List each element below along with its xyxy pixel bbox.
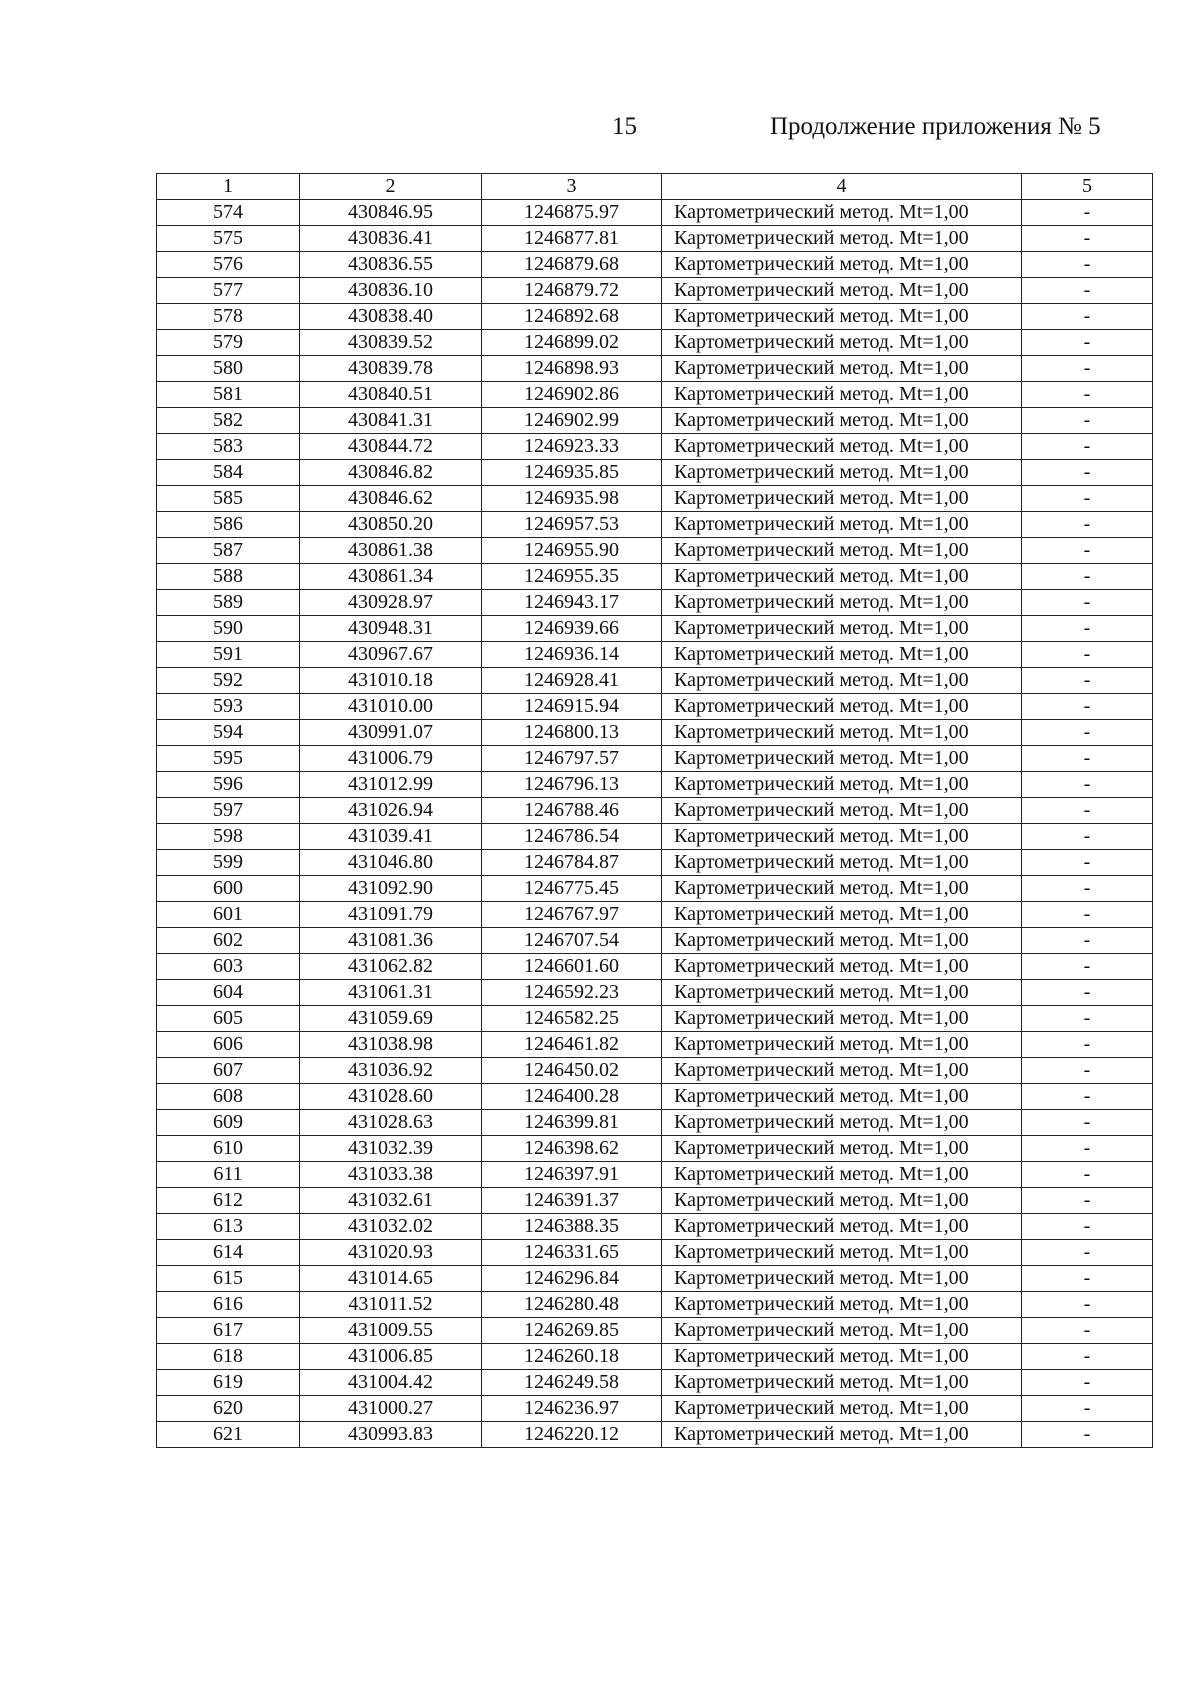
table-header xyxy=(157,174,1153,200)
x-coordinate-cell: 431046.80 xyxy=(300,850,482,876)
point-number-cell: 609 xyxy=(157,1110,300,1136)
point-number-cell: 607 xyxy=(157,1058,300,1084)
note-cell: - xyxy=(1022,694,1153,720)
method-cell: Картометрический метод. Mt=1,00 xyxy=(662,1422,1022,1448)
point-number-cell: 585 xyxy=(157,486,300,512)
y-coordinate-cell: 1246955.35 xyxy=(482,564,662,590)
table-row xyxy=(157,330,1153,356)
page-title: Продолжение приложения № 5 xyxy=(770,113,1101,140)
note-cell: - xyxy=(1022,1110,1153,1136)
x-coordinate-cell: 430846.62 xyxy=(300,486,482,512)
point-number-cell: 601 xyxy=(157,902,300,928)
table-row xyxy=(157,850,1153,876)
method-cell: Картометрический метод. Mt=1,00 xyxy=(662,1136,1022,1162)
x-coordinate-cell: 431014.65 xyxy=(300,1266,482,1292)
y-coordinate-cell: 1246875.97 xyxy=(482,200,662,226)
x-coordinate-cell: 431091.79 xyxy=(300,902,482,928)
table-row xyxy=(157,1266,1153,1292)
table-row xyxy=(157,720,1153,746)
table-row xyxy=(157,642,1153,668)
point-number-cell: 606 xyxy=(157,1032,300,1058)
point-number-cell: 613 xyxy=(157,1214,300,1240)
y-coordinate-cell: 1246331.65 xyxy=(482,1240,662,1266)
y-coordinate-cell: 1246775.45 xyxy=(482,876,662,902)
table-row xyxy=(157,1162,1153,1188)
note-cell: - xyxy=(1022,1032,1153,1058)
note-cell: - xyxy=(1022,980,1153,1006)
note-cell: - xyxy=(1022,1136,1153,1162)
point-number-cell: 575 xyxy=(157,226,300,252)
x-coordinate-cell: 430861.38 xyxy=(300,538,482,564)
point-number-cell: 588 xyxy=(157,564,300,590)
point-number-cell: 589 xyxy=(157,590,300,616)
y-coordinate-cell: 1246220.12 xyxy=(482,1422,662,1448)
y-coordinate-cell: 1246400.28 xyxy=(482,1084,662,1110)
table-row xyxy=(157,902,1153,928)
y-coordinate-cell: 1246788.46 xyxy=(482,798,662,824)
method-cell: Картометрический метод. Mt=1,00 xyxy=(662,1006,1022,1032)
note-cell: - xyxy=(1022,590,1153,616)
x-coordinate-cell: 430840.51 xyxy=(300,382,482,408)
y-coordinate-cell: 1246923.33 xyxy=(482,434,662,460)
method-cell: Картометрический метод. Mt=1,00 xyxy=(662,850,1022,876)
note-cell: - xyxy=(1022,1084,1153,1110)
method-cell: Картометрический метод. Mt=1,00 xyxy=(662,980,1022,1006)
x-coordinate-cell: 431032.39 xyxy=(300,1136,482,1162)
x-coordinate-cell: 431033.38 xyxy=(300,1162,482,1188)
method-cell: Картометрический метод. Mt=1,00 xyxy=(662,408,1022,434)
point-number-cell: 581 xyxy=(157,382,300,408)
x-coordinate-cell: 431039.41 xyxy=(300,824,482,850)
x-coordinate-cell: 431010.18 xyxy=(300,668,482,694)
table-row xyxy=(157,226,1153,252)
method-cell: Картометрический метод. Mt=1,00 xyxy=(662,928,1022,954)
page-number: 15 xyxy=(612,113,637,140)
method-cell: Картометрический метод. Mt=1,00 xyxy=(662,1162,1022,1188)
method-cell: Картометрический метод. Mt=1,00 xyxy=(662,1084,1022,1110)
table-row xyxy=(157,512,1153,538)
x-coordinate-cell: 431006.79 xyxy=(300,746,482,772)
table-row xyxy=(157,668,1153,694)
x-coordinate-cell: 431010.00 xyxy=(300,694,482,720)
note-cell: - xyxy=(1022,746,1153,772)
note-cell: - xyxy=(1022,512,1153,538)
note-cell: - xyxy=(1022,954,1153,980)
table-row xyxy=(157,1370,1153,1396)
y-coordinate-cell: 1246592.23 xyxy=(482,980,662,1006)
y-coordinate-cell: 1246892.68 xyxy=(482,304,662,330)
table-row xyxy=(157,486,1153,512)
note-cell: - xyxy=(1022,616,1153,642)
method-cell: Картометрический метод. Mt=1,00 xyxy=(662,902,1022,928)
x-coordinate-cell: 431011.52 xyxy=(300,1292,482,1318)
point-number-cell: 608 xyxy=(157,1084,300,1110)
y-coordinate-cell: 1246877.81 xyxy=(482,226,662,252)
method-cell: Картометрический метод. Mt=1,00 xyxy=(662,1396,1022,1422)
y-coordinate-cell: 1246397.91 xyxy=(482,1162,662,1188)
y-coordinate-cell: 1246391.37 xyxy=(482,1188,662,1214)
method-cell: Картометрический метод. Mt=1,00 xyxy=(662,252,1022,278)
coordinates-table xyxy=(156,173,1153,1448)
y-coordinate-cell: 1246943.17 xyxy=(482,590,662,616)
note-cell: - xyxy=(1022,1006,1153,1032)
x-coordinate-cell: 431081.36 xyxy=(300,928,482,954)
note-cell: - xyxy=(1022,304,1153,330)
x-coordinate-cell: 430839.78 xyxy=(300,356,482,382)
x-coordinate-cell: 430861.34 xyxy=(300,564,482,590)
note-cell: - xyxy=(1022,1188,1153,1214)
y-coordinate-cell: 1246399.81 xyxy=(482,1110,662,1136)
note-cell: - xyxy=(1022,1162,1153,1188)
x-coordinate-cell: 431028.60 xyxy=(300,1084,482,1110)
x-coordinate-cell: 430846.95 xyxy=(300,200,482,226)
column-header: 3 xyxy=(482,174,662,200)
y-coordinate-cell: 1246796.13 xyxy=(482,772,662,798)
point-number-cell: 598 xyxy=(157,824,300,850)
y-coordinate-cell: 1246582.25 xyxy=(482,1006,662,1032)
x-coordinate-cell: 430948.31 xyxy=(300,616,482,642)
point-number-cell: 597 xyxy=(157,798,300,824)
method-cell: Картометрический метод. Mt=1,00 xyxy=(662,590,1022,616)
y-coordinate-cell: 1246296.84 xyxy=(482,1266,662,1292)
table-row xyxy=(157,590,1153,616)
point-number-cell: 621 xyxy=(157,1422,300,1448)
method-cell: Картометрический метод. Mt=1,00 xyxy=(662,798,1022,824)
point-number-cell: 587 xyxy=(157,538,300,564)
x-coordinate-cell: 430836.41 xyxy=(300,226,482,252)
point-number-cell: 591 xyxy=(157,642,300,668)
point-number-cell: 577 xyxy=(157,278,300,304)
note-cell: - xyxy=(1022,1214,1153,1240)
note-cell: - xyxy=(1022,1240,1153,1266)
column-header: 4 xyxy=(662,174,1022,200)
x-coordinate-cell: 431092.90 xyxy=(300,876,482,902)
x-coordinate-cell: 431009.55 xyxy=(300,1318,482,1344)
x-coordinate-cell: 430993.83 xyxy=(300,1422,482,1448)
x-coordinate-cell: 431028.63 xyxy=(300,1110,482,1136)
method-cell: Картометрический метод. Mt=1,00 xyxy=(662,486,1022,512)
method-cell: Картометрический метод. Mt=1,00 xyxy=(662,434,1022,460)
method-cell: Картометрический метод. Mt=1,00 xyxy=(662,668,1022,694)
note-cell: - xyxy=(1022,1396,1153,1422)
x-coordinate-cell: 431036.92 xyxy=(300,1058,482,1084)
x-coordinate-cell: 430928.97 xyxy=(300,590,482,616)
table-row xyxy=(157,304,1153,330)
table-row xyxy=(157,1240,1153,1266)
note-cell: - xyxy=(1022,1318,1153,1344)
y-coordinate-cell: 1246767.97 xyxy=(482,902,662,928)
note-cell: - xyxy=(1022,200,1153,226)
method-cell: Картометрический метод. Mt=1,00 xyxy=(662,1058,1022,1084)
point-number-cell: 580 xyxy=(157,356,300,382)
point-number-cell: 590 xyxy=(157,616,300,642)
point-number-cell: 618 xyxy=(157,1344,300,1370)
table-row xyxy=(157,772,1153,798)
point-number-cell: 612 xyxy=(157,1188,300,1214)
point-number-cell: 592 xyxy=(157,668,300,694)
table-row xyxy=(157,252,1153,278)
table-body xyxy=(157,200,1153,1448)
method-cell: Картометрический метод. Mt=1,00 xyxy=(662,382,1022,408)
method-cell: Картометрический метод. Mt=1,00 xyxy=(662,876,1022,902)
note-cell: - xyxy=(1022,330,1153,356)
y-coordinate-cell: 1246928.41 xyxy=(482,668,662,694)
table-row xyxy=(157,1214,1153,1240)
point-number-cell: 611 xyxy=(157,1162,300,1188)
note-cell: - xyxy=(1022,252,1153,278)
point-number-cell: 620 xyxy=(157,1396,300,1422)
column-header: 1 xyxy=(157,174,300,200)
table-row xyxy=(157,1396,1153,1422)
note-cell: - xyxy=(1022,720,1153,746)
method-cell: Картометрический метод. Mt=1,00 xyxy=(662,1344,1022,1370)
method-cell: Картометрический метод. Mt=1,00 xyxy=(662,746,1022,772)
table-row xyxy=(157,1032,1153,1058)
method-cell: Картометрический метод. Mt=1,00 xyxy=(662,954,1022,980)
y-coordinate-cell: 1246269.85 xyxy=(482,1318,662,1344)
table-row xyxy=(157,278,1153,304)
point-number-cell: 579 xyxy=(157,330,300,356)
note-cell: - xyxy=(1022,1370,1153,1396)
note-cell: - xyxy=(1022,1292,1153,1318)
method-cell: Картометрический метод. Mt=1,00 xyxy=(662,1110,1022,1136)
y-coordinate-cell: 1246280.48 xyxy=(482,1292,662,1318)
point-number-cell: 576 xyxy=(157,252,300,278)
y-coordinate-cell: 1246260.18 xyxy=(482,1344,662,1370)
y-coordinate-cell: 1246236.97 xyxy=(482,1396,662,1422)
x-coordinate-cell: 430844.72 xyxy=(300,434,482,460)
table-row xyxy=(157,1422,1153,1448)
x-coordinate-cell: 431061.31 xyxy=(300,980,482,1006)
x-coordinate-cell: 431062.82 xyxy=(300,954,482,980)
y-coordinate-cell: 1246936.14 xyxy=(482,642,662,668)
note-cell: - xyxy=(1022,486,1153,512)
method-cell: Картометрический метод. Mt=1,00 xyxy=(662,304,1022,330)
table-row xyxy=(157,876,1153,902)
method-cell: Картометрический метод. Mt=1,00 xyxy=(662,1292,1022,1318)
table-row xyxy=(157,408,1153,434)
note-cell: - xyxy=(1022,902,1153,928)
x-coordinate-cell: 430836.10 xyxy=(300,278,482,304)
note-cell: - xyxy=(1022,668,1153,694)
y-coordinate-cell: 1246450.02 xyxy=(482,1058,662,1084)
y-coordinate-cell: 1246879.72 xyxy=(482,278,662,304)
note-cell: - xyxy=(1022,1344,1153,1370)
method-cell: Картометрический метод. Mt=1,00 xyxy=(662,356,1022,382)
table-row xyxy=(157,1318,1153,1344)
point-number-cell: 595 xyxy=(157,746,300,772)
note-cell: - xyxy=(1022,460,1153,486)
method-cell: Картометрический метод. Mt=1,00 xyxy=(662,330,1022,356)
method-cell: Картометрический метод. Mt=1,00 xyxy=(662,772,1022,798)
y-coordinate-cell: 1246388.35 xyxy=(482,1214,662,1240)
table-row xyxy=(157,954,1153,980)
table-row xyxy=(157,1188,1153,1214)
point-number-cell: 594 xyxy=(157,720,300,746)
x-coordinate-cell: 430836.55 xyxy=(300,252,482,278)
y-coordinate-cell: 1246935.98 xyxy=(482,486,662,512)
method-cell: Картометрический метод. Mt=1,00 xyxy=(662,200,1022,226)
x-coordinate-cell: 430841.31 xyxy=(300,408,482,434)
note-cell: - xyxy=(1022,278,1153,304)
table-row xyxy=(157,928,1153,954)
table-row xyxy=(157,382,1153,408)
method-cell: Картометрический метод. Mt=1,00 xyxy=(662,1214,1022,1240)
y-coordinate-cell: 1246461.82 xyxy=(482,1032,662,1058)
table-row xyxy=(157,460,1153,486)
y-coordinate-cell: 1246899.02 xyxy=(482,330,662,356)
x-coordinate-cell: 431032.61 xyxy=(300,1188,482,1214)
method-cell: Картометрический метод. Mt=1,00 xyxy=(662,1266,1022,1292)
table-row xyxy=(157,1006,1153,1032)
x-coordinate-cell: 431012.99 xyxy=(300,772,482,798)
method-cell: Картометрический метод. Mt=1,00 xyxy=(662,1188,1022,1214)
note-cell: - xyxy=(1022,564,1153,590)
note-cell: - xyxy=(1022,1422,1153,1448)
note-cell: - xyxy=(1022,408,1153,434)
table-header-row xyxy=(157,174,1153,200)
table-row xyxy=(157,1058,1153,1084)
x-coordinate-cell: 431000.27 xyxy=(300,1396,482,1422)
method-cell: Картометрический метод. Mt=1,00 xyxy=(662,460,1022,486)
method-cell: Картометрический метод. Mt=1,00 xyxy=(662,564,1022,590)
y-coordinate-cell: 1246902.99 xyxy=(482,408,662,434)
x-coordinate-cell: 431026.94 xyxy=(300,798,482,824)
table-row xyxy=(157,694,1153,720)
point-number-cell: 605 xyxy=(157,1006,300,1032)
table-row xyxy=(157,1136,1153,1162)
note-cell: - xyxy=(1022,642,1153,668)
y-coordinate-cell: 1246786.54 xyxy=(482,824,662,850)
method-cell: Картометрический метод. Mt=1,00 xyxy=(662,1318,1022,1344)
note-cell: - xyxy=(1022,434,1153,460)
x-coordinate-cell: 430967.67 xyxy=(300,642,482,668)
x-coordinate-cell: 431004.42 xyxy=(300,1370,482,1396)
table-row xyxy=(157,200,1153,226)
table-row xyxy=(157,980,1153,1006)
method-cell: Картометрический метод. Mt=1,00 xyxy=(662,1370,1022,1396)
table-row xyxy=(157,1344,1153,1370)
y-coordinate-cell: 1246601.60 xyxy=(482,954,662,980)
table-row xyxy=(157,1084,1153,1110)
point-number-cell: 604 xyxy=(157,980,300,1006)
note-cell: - xyxy=(1022,928,1153,954)
x-coordinate-cell: 431059.69 xyxy=(300,1006,482,1032)
method-cell: Картометрический метод. Mt=1,00 xyxy=(662,512,1022,538)
y-coordinate-cell: 1246707.54 xyxy=(482,928,662,954)
y-coordinate-cell: 1246398.62 xyxy=(482,1136,662,1162)
point-number-cell: 593 xyxy=(157,694,300,720)
method-cell: Картометрический метод. Mt=1,00 xyxy=(662,1240,1022,1266)
y-coordinate-cell: 1246935.85 xyxy=(482,460,662,486)
method-cell: Картометрический метод. Mt=1,00 xyxy=(662,226,1022,252)
point-number-cell: 617 xyxy=(157,1318,300,1344)
note-cell: - xyxy=(1022,356,1153,382)
x-coordinate-cell: 430846.82 xyxy=(300,460,482,486)
x-coordinate-cell: 430850.20 xyxy=(300,512,482,538)
table-row xyxy=(157,538,1153,564)
point-number-cell: 602 xyxy=(157,928,300,954)
x-coordinate-cell: 430838.40 xyxy=(300,304,482,330)
table-row xyxy=(157,746,1153,772)
note-cell: - xyxy=(1022,824,1153,850)
method-cell: Картометрический метод. Mt=1,00 xyxy=(662,694,1022,720)
note-cell: - xyxy=(1022,876,1153,902)
method-cell: Картометрический метод. Mt=1,00 xyxy=(662,720,1022,746)
method-cell: Картометрический метод. Mt=1,00 xyxy=(662,538,1022,564)
x-coordinate-cell: 431032.02 xyxy=(300,1214,482,1240)
table-row xyxy=(157,356,1153,382)
point-number-cell: 600 xyxy=(157,876,300,902)
note-cell: - xyxy=(1022,1058,1153,1084)
method-cell: Картометрический метод. Mt=1,00 xyxy=(662,824,1022,850)
note-cell: - xyxy=(1022,1266,1153,1292)
table-row xyxy=(157,798,1153,824)
point-number-cell: 614 xyxy=(157,1240,300,1266)
y-coordinate-cell: 1246955.90 xyxy=(482,538,662,564)
table-row xyxy=(157,616,1153,642)
point-number-cell: 583 xyxy=(157,434,300,460)
method-cell: Картометрический метод. Mt=1,00 xyxy=(662,642,1022,668)
table-row xyxy=(157,564,1153,590)
point-number-cell: 599 xyxy=(157,850,300,876)
table-row xyxy=(157,824,1153,850)
column-header: 2 xyxy=(300,174,482,200)
y-coordinate-cell: 1246898.93 xyxy=(482,356,662,382)
point-number-cell: 615 xyxy=(157,1266,300,1292)
point-number-cell: 610 xyxy=(157,1136,300,1162)
note-cell: - xyxy=(1022,798,1153,824)
note-cell: - xyxy=(1022,226,1153,252)
point-number-cell: 574 xyxy=(157,200,300,226)
table-row xyxy=(157,1292,1153,1318)
note-cell: - xyxy=(1022,772,1153,798)
point-number-cell: 582 xyxy=(157,408,300,434)
y-coordinate-cell: 1246915.94 xyxy=(482,694,662,720)
point-number-cell: 596 xyxy=(157,772,300,798)
y-coordinate-cell: 1246784.87 xyxy=(482,850,662,876)
x-coordinate-cell: 430991.07 xyxy=(300,720,482,746)
point-number-cell: 616 xyxy=(157,1292,300,1318)
note-cell: - xyxy=(1022,538,1153,564)
method-cell: Картометрический метод. Mt=1,00 xyxy=(662,1032,1022,1058)
point-number-cell: 578 xyxy=(157,304,300,330)
x-coordinate-cell: 430839.52 xyxy=(300,330,482,356)
y-coordinate-cell: 1246879.68 xyxy=(482,252,662,278)
y-coordinate-cell: 1246797.57 xyxy=(482,746,662,772)
method-cell: Картометрический метод. Mt=1,00 xyxy=(662,616,1022,642)
note-cell: - xyxy=(1022,850,1153,876)
y-coordinate-cell: 1246902.86 xyxy=(482,382,662,408)
point-number-cell: 603 xyxy=(157,954,300,980)
x-coordinate-cell: 431038.98 xyxy=(300,1032,482,1058)
table-row xyxy=(157,434,1153,460)
y-coordinate-cell: 1246957.53 xyxy=(482,512,662,538)
point-number-cell: 586 xyxy=(157,512,300,538)
table-row xyxy=(157,1110,1153,1136)
y-coordinate-cell: 1246800.13 xyxy=(482,720,662,746)
x-coordinate-cell: 431020.93 xyxy=(300,1240,482,1266)
y-coordinate-cell: 1246939.66 xyxy=(482,616,662,642)
method-cell: Картометрический метод. Mt=1,00 xyxy=(662,278,1022,304)
column-header: 5 xyxy=(1022,174,1153,200)
point-number-cell: 619 xyxy=(157,1370,300,1396)
note-cell: - xyxy=(1022,382,1153,408)
point-number-cell: 584 xyxy=(157,460,300,486)
x-coordinate-cell: 431006.85 xyxy=(300,1344,482,1370)
y-coordinate-cell: 1246249.58 xyxy=(482,1370,662,1396)
